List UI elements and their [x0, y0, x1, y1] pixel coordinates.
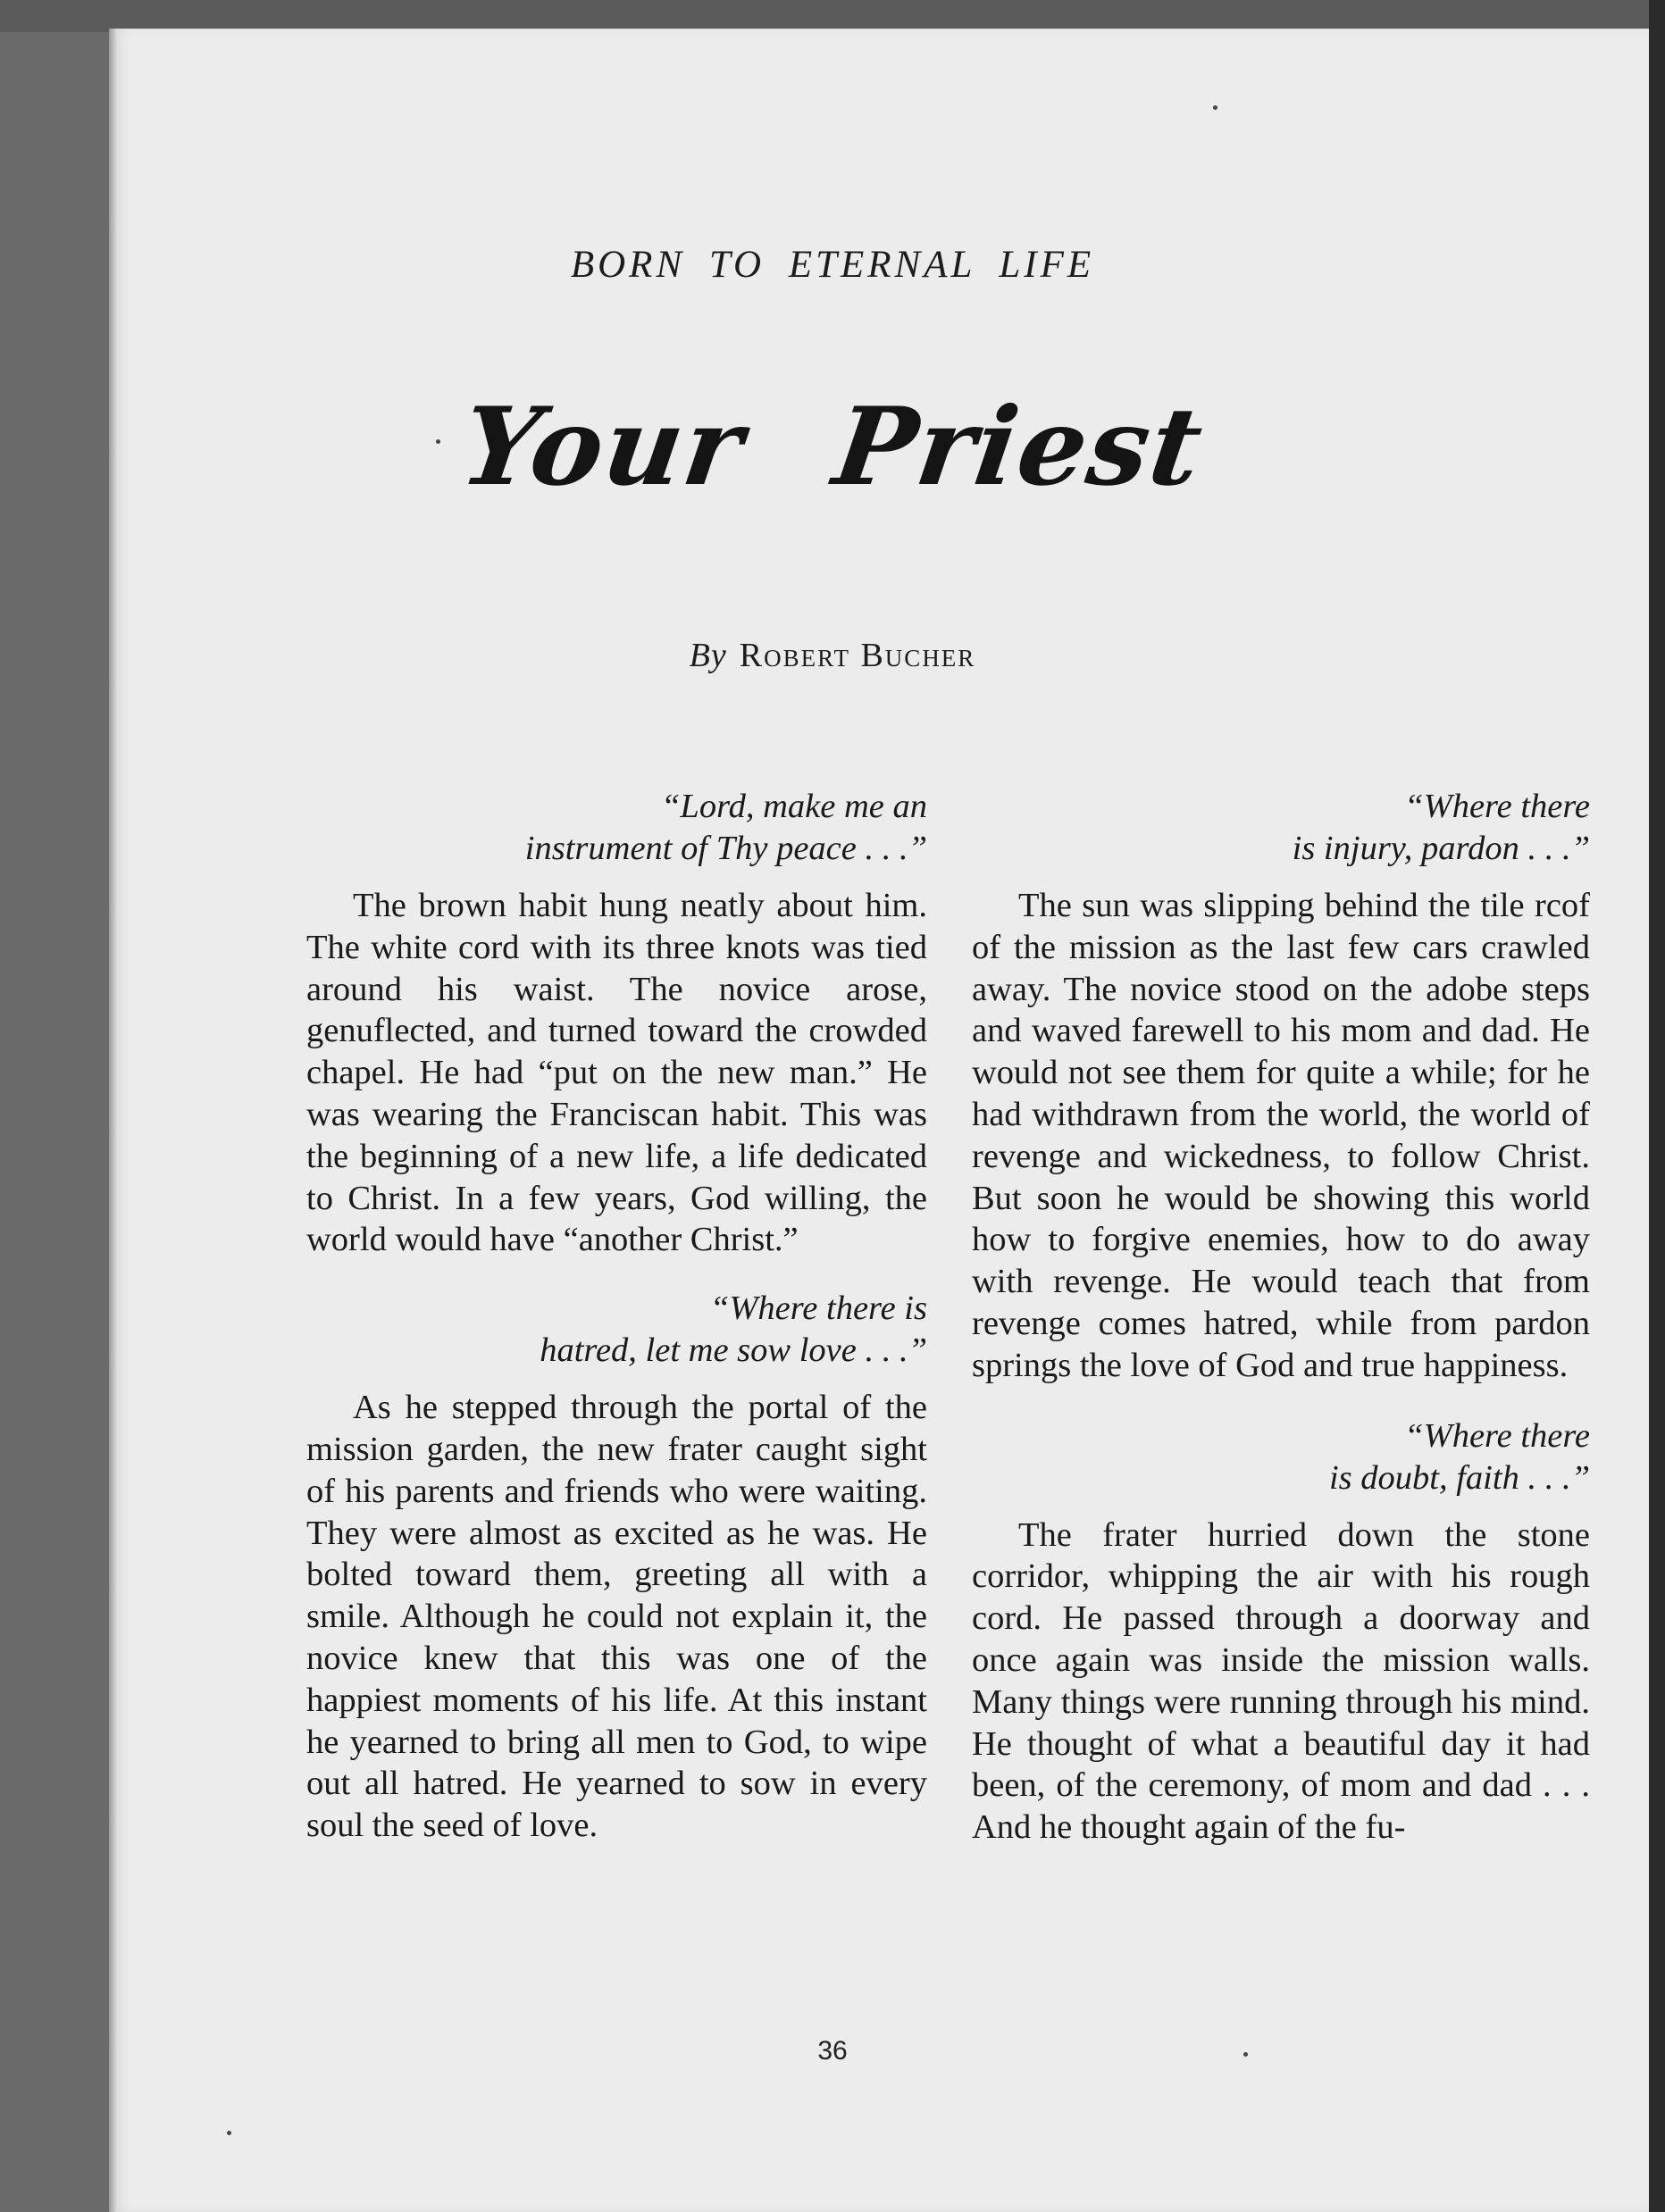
scanner-edge-top — [0, 0, 1665, 32]
prayer-quote-line: “Where there — [1404, 1416, 1590, 1455]
body-paragraph: The brown habit hung neatly about him. The white cord with its three knots was tied around his waist. The novice arose, genuflected, and turned toward the crowded chapel. He had “put on the new man.” He was wearing the Franciscan habit. This was the beginning of a new life, a life dedicated to Christ. In a few years, God willing, the world would have “another Christ.” — [306, 887, 927, 1259]
prayer-quote-line: is injury, pardon . . .” — [1292, 830, 1590, 867]
prayer-quote — [972, 1415, 1590, 1499]
scanner-edge-right — [1649, 0, 1665, 2212]
prayer-quote-line: “Where there is — [709, 1290, 927, 1328]
body-paragraph: The sun was slipping behind the tile rcof of the mission as the last few cars crawled away. The novice stood on the adobe steps and waved farewell to his mom and dad. He would not see them for quite a while; for he had withdrawn from the world, the world of revenge and wickedness, to follow Christ. But soon he would be showing this world how to forgive enemies, how to do away with revenge. He would teach that from revenge comes hatred, while from pardon springs the love of God and true happiness. — [972, 887, 1590, 1384]
series-kicker: BORN TO ETERNAL LIFE — [570, 244, 1095, 286]
right-column — [972, 786, 1590, 1849]
byline-prefix: By — [689, 637, 727, 674]
prayer-quote — [972, 786, 1590, 870]
prayer-quote-line: is doubt, faith . . .” — [1328, 1458, 1590, 1497]
prayer-quote-line: instrument of Thy peace . . .” — [524, 830, 927, 867]
prayer-quote-line: “Lord, make me an — [661, 788, 927, 825]
left-column — [306, 786, 927, 1847]
print-speck — [436, 439, 440, 444]
print-speck — [227, 2131, 231, 2135]
body-paragraph: The frater hurried down the stone corridor, whipping the air with his rough cord. He passed through a doorway and once again was inside the mission walls. Many things were running through his mind. He thought of what a beautiful day it had been, of the ceremony, of mom and dad . . . And he thought again of the fu- — [972, 1515, 1590, 1847]
prayer-quote — [306, 1288, 927, 1372]
byline — [0, 636, 1665, 675]
prayer-quote-line: “Where there — [1404, 788, 1590, 825]
prayer-quote — [306, 786, 927, 870]
page-number: 36 — [817, 2036, 848, 2066]
print-speck — [1213, 105, 1217, 110]
author-name: Robert Bucher — [739, 637, 976, 674]
article-title: Your Priest — [454, 384, 1211, 510]
page-binding-shadow — [109, 29, 118, 2212]
prayer-quote-line: hatred, let me sow love . . .” — [540, 1331, 927, 1370]
print-speck — [1243, 2052, 1248, 2057]
body-paragraph: As he stepped through the portal of the mission garden, the new frater caught sight of his parents and friends who were waiting. They were almost as excited as he was. He bolted toward them, greeting all with a smile. Although he could not explain it, the novice knew that this was one of the happiest moments of his life. At this instant he yearned to bring all men to God, to wipe out all hatred. He yearned to sow in every soul the seed of love. — [306, 1389, 927, 1845]
